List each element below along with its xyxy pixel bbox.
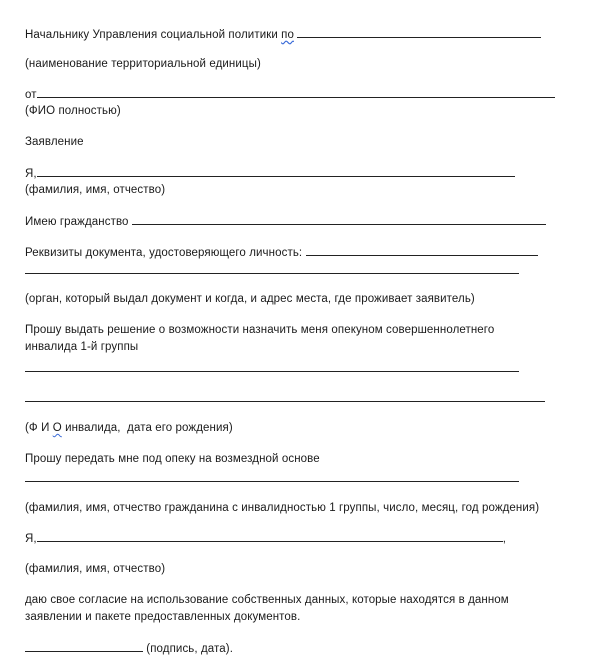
ya-line (25, 166, 515, 181)
ya-label: Я, (25, 168, 37, 180)
fio-hint: (фамилия, имя, отчество) (25, 184, 166, 196)
consenting-fio-field[interactable] (37, 531, 503, 542)
consent-line-1: даю свое согласие на использование собственных данных, которые находятся в данном (25, 594, 509, 606)
ward-fio-field[interactable] (25, 481, 519, 482)
request-line-1: Прошу выдать решение о возможности назначить меня опекуном совершеннолетнего (25, 324, 495, 336)
addressee-text: Начальнику Управления социальной политики (25, 29, 278, 41)
invalid-hint-suffix: инвалида, дата его рождения) (61, 422, 233, 434)
signature-field[interactable] (25, 641, 143, 652)
invalid-person-field[interactable] (25, 371, 519, 372)
signature-hint: (подпись, дата). (143, 643, 233, 655)
invalid-person-continuation-field[interactable] (25, 401, 545, 402)
ya-comma: , (502, 533, 506, 545)
territorial-unit-hint: (наименование территориальной единицы) (25, 58, 261, 70)
fio-full-hint: (ФИО полностью) (25, 105, 121, 117)
invalid-person-hint (25, 421, 233, 435)
applicant-fio-field[interactable] (37, 166, 515, 177)
territorial-unit-field[interactable] (297, 27, 541, 38)
disabled-person-hint: (фамилия, имя, отчество гражданина с инвалидностью 1 группы, число, месяц, год рождения) (25, 502, 540, 514)
from-fio-field[interactable] (37, 87, 555, 98)
citizenship-line (25, 214, 546, 229)
citizenship-label: Имею гражданство (25, 216, 129, 228)
from-line (25, 87, 555, 102)
fio-hint-2: (фамилия, имя, отчество) (25, 563, 166, 575)
id-document-label: Реквизиты документа, удостоверяющего личность: (25, 247, 303, 259)
invalid-hint-prefix: (Ф И (25, 422, 53, 434)
transfer-request: Прошу передать мне под опеку на возмездной основе (25, 453, 320, 465)
issuer-hint: (орган, который выдал документ и когда, и адрес места, где проживает заявитель) (25, 293, 475, 305)
id-document-continuation-field[interactable] (25, 273, 519, 274)
from-label: от (25, 89, 37, 101)
ya-line-2 (25, 531, 506, 546)
addressee-suffix: по (281, 29, 294, 41)
id-document-field[interactable] (306, 245, 538, 256)
request-line-2: инвалида 1-й группы (25, 341, 139, 353)
id-document-line (25, 245, 538, 260)
invalid-hint-wavy: О (52, 422, 62, 434)
consent-line-2: заявлении и пакете предоставленных документов. (25, 611, 301, 623)
citizenship-field[interactable] (132, 214, 546, 225)
signature-line (25, 641, 233, 656)
ya-label-2: Я, (25, 533, 37, 545)
addressee-line (25, 27, 541, 42)
document-title: Заявление (25, 136, 84, 148)
